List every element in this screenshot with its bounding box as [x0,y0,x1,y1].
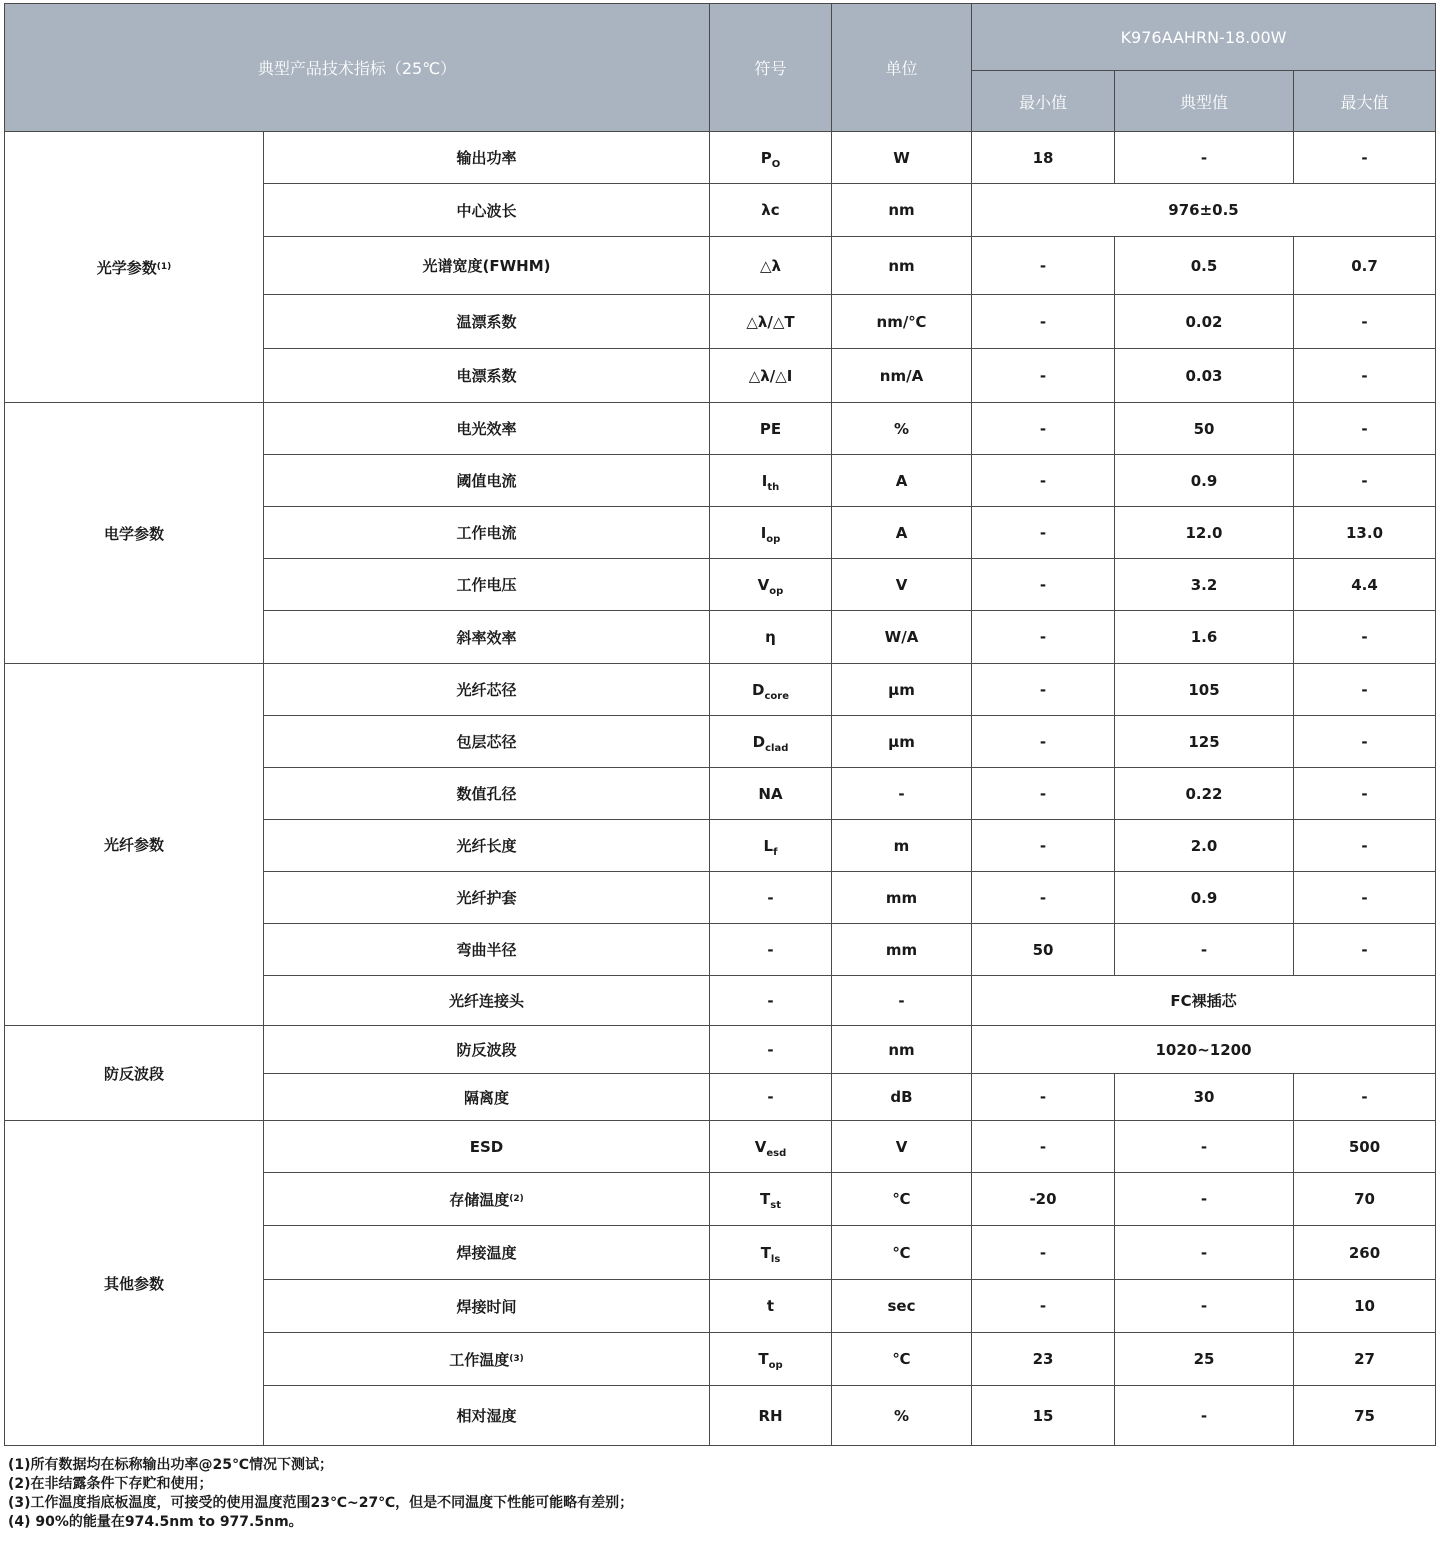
max-value-cell: - [1294,1074,1436,1121]
typ-value-cell: 0.9 [1115,455,1294,507]
symbol-cell [710,1173,832,1226]
param-name: 防反波段 [456,1041,517,1059]
group-label [5,1026,264,1121]
param-cell [264,132,710,184]
min-value-cell: - [972,1121,1115,1173]
param-name: 存储温度 [449,1190,510,1209]
table-row [5,403,1436,455]
param-cell [264,1386,710,1446]
symbol: T [758,1350,769,1368]
param-name: 包层芯径 [456,733,517,751]
group-label [5,132,264,403]
param-cell [264,768,710,820]
param-cell [264,1333,710,1386]
header-symbol: 符号 [710,4,832,132]
min-value-cell: 18 [972,132,1115,184]
param-cell [264,716,710,768]
symbol-cell [710,976,832,1026]
min-value-cell: 50 [972,924,1115,976]
unit-cell: - [832,768,972,820]
typ-value-cell: 50 [1115,403,1294,455]
symbol-subscript: st [770,1200,781,1211]
max-value-cell: 0.7 [1294,237,1436,295]
typ-value-cell: - [1115,924,1294,976]
min-value-cell: 23 [972,1333,1115,1386]
typ-value-cell: - [1115,1226,1294,1280]
param-name: 焊接时间 [456,1297,517,1316]
symbol-subscript: esd [766,1147,787,1159]
symbol-subscript: f [773,846,778,858]
max-value-cell: 4.4 [1294,559,1436,611]
symbol: NA [758,784,783,803]
param-cell [264,295,710,349]
symbol: η [765,628,776,646]
symbol-subscript: core [764,690,789,702]
header-typ: 典型值 [1115,71,1294,132]
unit-cell: mm [832,872,972,924]
param-cell [264,403,710,455]
unit-cell: V [832,559,972,611]
symbol-cell [710,403,832,455]
symbol-cell [710,184,832,237]
unit-cell: μm [832,716,972,768]
symbol-subscript: O [771,158,781,170]
min-value-cell: 15 [972,1386,1115,1446]
min-value-cell: - [972,611,1115,664]
symbol-subscript: op [768,1360,783,1371]
max-value-cell: 75 [1294,1386,1436,1446]
symbol: - [767,888,774,907]
symbol-subscript: clad [765,742,789,754]
max-value-cell: - [1294,716,1436,768]
unit-cell: nm/A [832,349,972,403]
param-cell [264,820,710,872]
typ-value-cell: 0.02 [1115,295,1294,349]
symbol-cell [710,768,832,820]
min-value-cell: - [972,295,1115,349]
param-cell [264,1173,710,1226]
min-value-cell: - [972,664,1115,716]
param-name: 光纤护套 [456,889,517,907]
typ-value-cell: 12.0 [1115,507,1294,559]
symbol: P [760,148,772,167]
spec-body [5,132,1436,1446]
min-value-cell: - [972,872,1115,924]
param-name: 相对湿度 [456,1407,517,1425]
symbol: △λ [759,256,782,275]
max-value-cell: - [1294,820,1436,872]
unit-cell: A [832,455,972,507]
symbol-cell [710,237,832,295]
min-value-cell: - [972,1074,1115,1121]
group-name: 光学参数 [96,258,157,277]
typ-value-cell: 1.6 [1115,611,1294,664]
param-cell [264,872,710,924]
symbol: - [767,991,774,1010]
table-row [5,1026,1436,1074]
merged-value-cell: 976±0.5 [972,184,1436,237]
typ-value-cell: 0.9 [1115,872,1294,924]
symbol-cell [710,132,832,184]
symbol: - [767,940,774,959]
max-value-cell: 70 [1294,1173,1436,1226]
min-value-cell: - [972,1280,1115,1333]
unit-cell: nm [832,184,972,237]
param-cell [264,664,710,716]
max-value-cell: 260 [1294,1226,1436,1280]
symbol: L [763,836,774,855]
max-value-cell: - [1294,664,1436,716]
param-name: 数值孔径 [456,785,517,803]
param-name: 光谱宽度(FWHM) [422,257,551,275]
param-cell [264,184,710,237]
param-footnote-ref: (2) [509,1193,524,1204]
min-value-cell: - [972,559,1115,611]
header-max: 最大值 [1294,71,1436,132]
unit-cell: % [832,403,972,455]
header-title: 典型产品技术指标（25℃） [5,4,710,132]
symbol: - [767,1088,774,1106]
footnote-4: (4) 90%的能量在974.5nm to 977.5nm。 [8,1514,303,1530]
unit-cell: dB [832,1074,972,1121]
typ-value-cell: - [1115,1280,1294,1333]
param-cell [264,924,710,976]
unit-cell: W/A [832,611,972,664]
param-name: 隔离度 [463,1088,509,1107]
unit-cell: m [832,820,972,872]
max-value-cell: - [1294,132,1436,184]
unit-cell: nm [832,1026,972,1074]
symbol-cell [710,1280,832,1333]
min-value-cell: - [972,820,1115,872]
param-name: 温漂系数 [456,313,517,331]
param-name: 焊接温度 [456,1244,517,1262]
max-value-cell: - [1294,403,1436,455]
symbol-subscript: ls [770,1253,781,1265]
group-name: 光纤参数 [103,836,164,854]
param-cell [264,611,710,664]
typ-value-cell: 125 [1115,716,1294,768]
param-name: ESD [469,1137,504,1156]
group-name: 防反波段 [103,1064,164,1083]
typ-value-cell: 25 [1115,1333,1294,1386]
max-value-cell: 10 [1294,1280,1436,1333]
spec-table [4,3,1436,1446]
param-cell [264,1074,710,1121]
unit-cell: mm [832,924,972,976]
typ-value-cell: 105 [1115,664,1294,716]
param-cell [264,1280,710,1333]
min-value-cell: -20 [972,1173,1115,1226]
min-value-cell: - [972,716,1115,768]
max-value-cell: - [1294,455,1436,507]
unit-cell: sec [832,1280,972,1333]
symbol-cell [710,455,832,507]
symbol: t [766,1297,775,1315]
typ-value-cell: 0.03 [1115,349,1294,403]
symbol-cell [710,1226,832,1280]
symbol: D [752,680,765,699]
symbol-cell [710,872,832,924]
min-value-cell: - [972,1226,1115,1280]
param-cell [264,559,710,611]
group-name: 电学参数 [103,524,164,543]
symbol: T [760,1243,771,1262]
unit-cell: - [832,976,972,1026]
max-value-cell: - [1294,924,1436,976]
param-name: 输出功率 [456,149,517,167]
symbol-cell [710,349,832,403]
header-model: K976AAHRN-18.00W [972,4,1436,71]
group-label [5,1121,264,1446]
param-name: 电光效率 [456,420,517,438]
table-row [5,132,1436,184]
symbol: PE [759,419,782,438]
param-cell [264,349,710,403]
unit-cell: V [832,1121,972,1173]
unit-cell: A [832,507,972,559]
symbol-cell [710,924,832,976]
header-min: 最小值 [972,71,1115,132]
max-value-cell: 500 [1294,1121,1436,1173]
unit-cell: μm [832,664,972,716]
min-value-cell: - [972,403,1115,455]
typ-value-cell: - [1115,132,1294,184]
min-value-cell: - [972,349,1115,403]
param-cell [264,237,710,295]
param-name: 工作电流 [456,524,517,542]
max-value-cell: - [1294,768,1436,820]
max-value-cell: - [1294,295,1436,349]
symbol-cell [710,716,832,768]
param-name: 光纤连接头 [448,992,524,1010]
typ-value-cell: - [1115,1386,1294,1446]
symbol-cell [710,507,832,559]
unit-cell: ℃ [832,1333,972,1386]
group-footnote-ref: (1) [156,261,172,272]
symbol-cell [710,559,832,611]
max-value-cell: - [1294,872,1436,924]
param-cell [264,1026,710,1074]
typ-value-cell: - [1115,1121,1294,1173]
symbol-cell [710,295,832,349]
param-name: 电漂系数 [456,367,517,385]
param-cell [264,455,710,507]
param-name: 斜率效率 [456,628,517,647]
table-row [5,1121,1436,1173]
symbol: V [754,1137,767,1156]
unit-cell: % [832,1386,972,1446]
group-label [5,664,264,1026]
typ-value-cell: 30 [1115,1074,1294,1121]
symbol: I [760,523,767,542]
symbol-cell [710,1074,832,1121]
symbol: - [767,1040,774,1059]
symbol-cell [710,1121,832,1173]
symbol: I [761,471,768,490]
unit-cell: W [832,132,972,184]
group-label [5,403,264,664]
typ-value-cell: 3.2 [1115,559,1294,611]
table-row [5,664,1436,716]
unit-cell: nm/℃ [832,295,972,349]
unit-cell: ℃ [832,1173,972,1226]
max-value-cell: 27 [1294,1333,1436,1386]
min-value-cell: - [972,768,1115,820]
typ-value-cell: 2.0 [1115,820,1294,872]
symbol-subscript: op [769,585,784,597]
param-cell [264,1121,710,1173]
symbol-cell [710,611,832,664]
param-name: 中心波长 [456,201,517,220]
symbol: D [752,732,766,751]
typ-value-cell: 0.5 [1115,237,1294,295]
max-value-cell: - [1294,611,1436,664]
param-cell [264,1226,710,1280]
param-footnote-ref: (3) [509,1353,524,1364]
symbol: λc [761,201,780,219]
merged-value-cell: 1020~1200 [972,1026,1436,1074]
param-name: 弯曲半径 [456,941,517,959]
unit-cell: ℃ [832,1226,972,1280]
symbol: V [757,575,770,594]
footnote-2: (2)在非结露条件下存贮和使用； [8,1476,213,1492]
min-value-cell: - [972,455,1115,507]
param-name: 工作电压 [456,576,517,594]
max-value-cell: - [1294,349,1436,403]
group-name: 其他参数 [103,1274,164,1293]
param-name: 光纤长度 [456,837,517,855]
footnote-3: (3)工作温度指底板温度，可接受的使用温度范围23℃~27℃，但是不同温度下性能可能略有差别； [8,1495,634,1511]
min-value-cell: - [972,507,1115,559]
param-name: 光纤芯径 [456,681,517,699]
param-cell [264,507,710,559]
param-name: 工作温度 [449,1350,510,1369]
symbol-subscript: th [767,481,780,493]
typ-value-cell: 0.22 [1115,768,1294,820]
symbol-cell [710,664,832,716]
symbol-cell [710,1333,832,1386]
symbol: △λ/△I [748,366,793,385]
min-value-cell: - [972,237,1115,295]
symbol: T [760,1190,771,1208]
symbol-subscript: op [766,533,781,545]
footnotes [8,1456,1428,1532]
param-name: 阈值电流 [456,472,517,490]
symbol-cell [710,1386,832,1446]
merged-value-cell: FC裸插芯 [972,976,1436,1026]
param-cell [264,976,710,1026]
typ-value-cell: - [1115,1173,1294,1226]
symbol-cell [710,820,832,872]
header-unit: 单位 [832,4,972,132]
symbol: △λ/△T [746,312,795,331]
symbol-cell [710,1026,832,1074]
footnote-1: (1)所有数据均在标称输出功率@25℃情况下测试； [8,1457,333,1473]
symbol: RH [758,1406,783,1425]
unit-cell: nm [832,237,972,295]
max-value-cell: 13.0 [1294,507,1436,559]
